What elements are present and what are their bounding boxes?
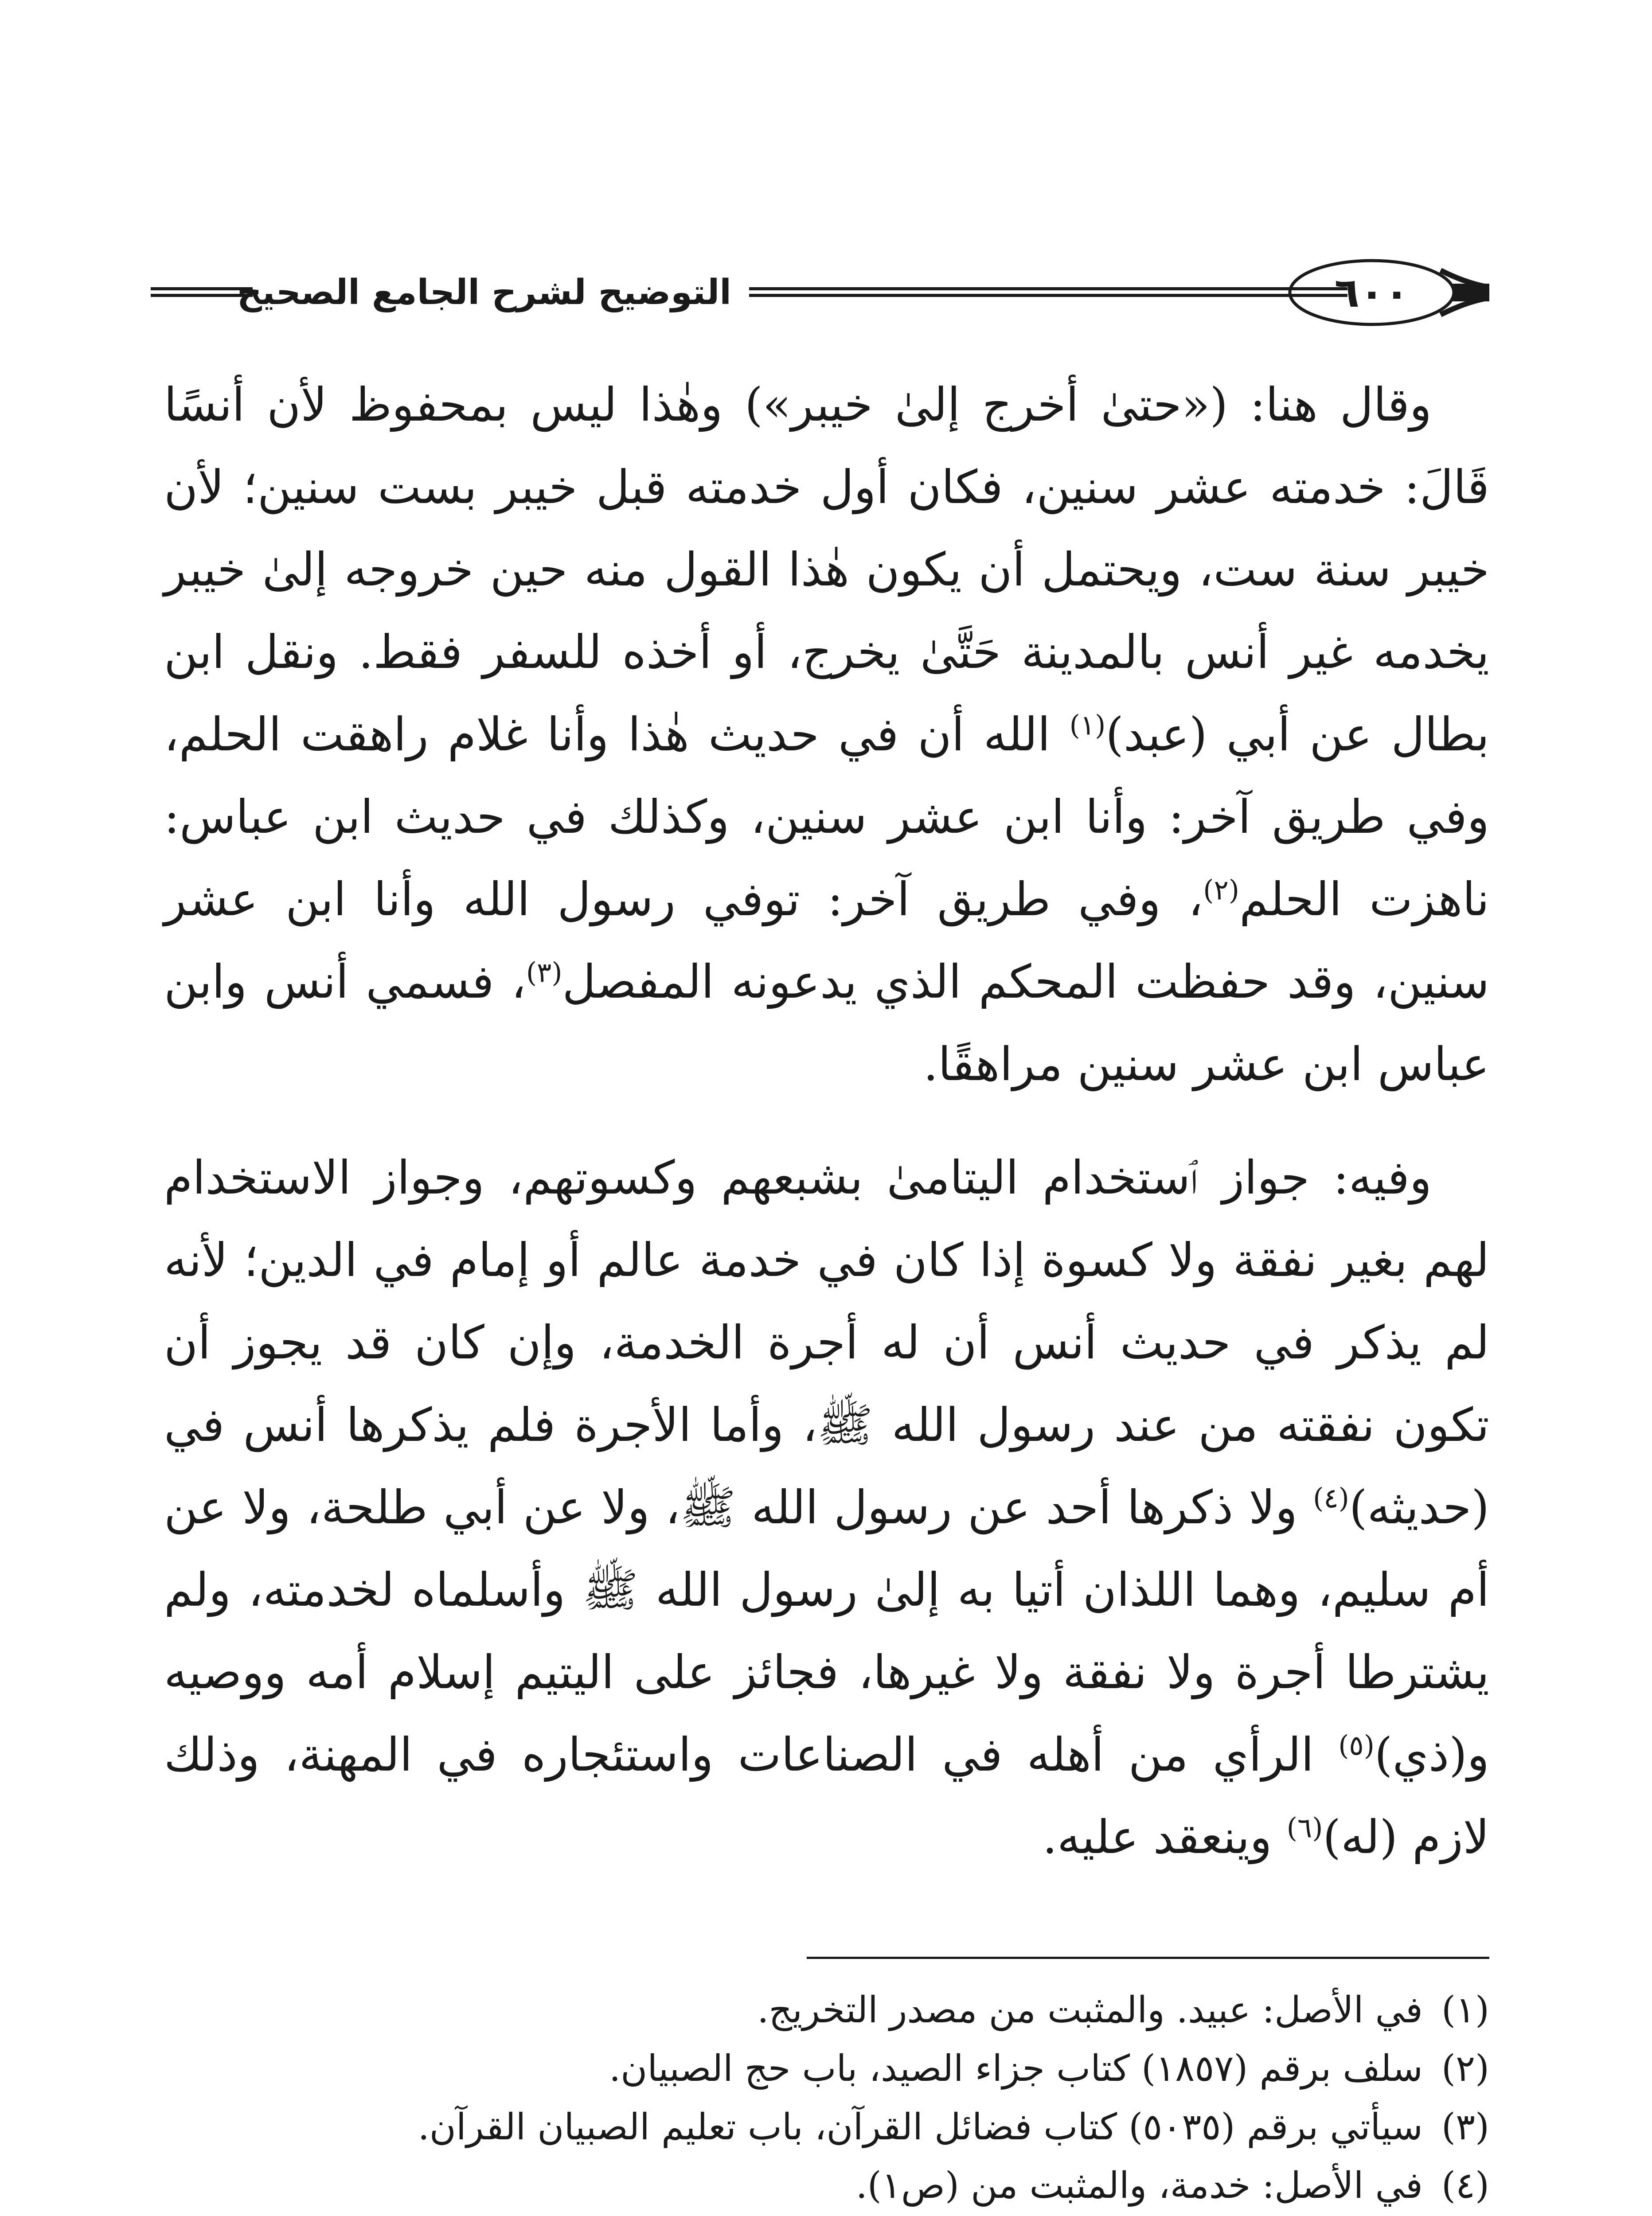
running-title: التوضيح لشرح الجامع الصحيح [237,273,731,312]
paragraph-2-part-3: الرأي من أهله في الصناعات واستئجاره في المهنة، وذلك لازم (له) [164,1728,1489,1864]
footnote-ref-2: (٢) [1203,874,1239,906]
header-rule-right [749,287,1347,297]
footnote-text: سلف برقم (١٨٥٧) كتاب جزاء الصيد، باب حج الصبيان. [609,2048,1423,2090]
paragraph-2 [164,1136,1489,1878]
page-number: ٦٠٠ [1334,269,1410,316]
footnote-1 [164,1981,1489,2040]
paragraph-1 [164,363,1489,1105]
footnote-3 [164,2098,1489,2157]
footnote-text: في الأصل: خدمة، والمثبت من (ص١). [855,2165,1423,2207]
page-header [151,248,1489,337]
footnote-4 [164,2157,1489,2215]
footnote-ref-1: (١) [1069,709,1106,741]
paragraph-1-part-3: ، وفي طريق آخر: توفي رسول الله وأنا ابن عشر سنين، وقد حفظت المحكم الذي يدعونه المفصل [164,872,1489,1009]
footnote-number: (١) [1441,1989,1489,2031]
footnote-ref-4: (٤) [1313,1482,1349,1514]
footnote-2 [164,2040,1489,2098]
footnote-number: (٤) [1441,2165,1489,2207]
header-rule-left [151,287,253,297]
footnote-text: سيأتي برقم (٥٠٣٥) كتاب فضائل القرآن، باب تعليم الصبيان القرآن. [418,2106,1423,2148]
footnote-number: (٣) [1441,2106,1489,2148]
paragraph-2-part-2: ولا ذكرها أحد عن رسول الله ﷺ، ولا عن أبي طلحة، ولا عن أم سليم، وهما اللذان أتيا به إلىٰ رسول الله ﷺ وأسلماه لخدمته، ولم يشترطا أجرة ولا نفقة ولا غيرها، فجائز على اليتيم إسلام أمه ووصيه و(ذي) [164,1480,1489,1782]
paragraph-1-part-1: وقال هنا: («حتىٰ أخرج إلىٰ خيبر») وهٰذا ليس بمحفوظ لأن أنسًا قَالَ: خدمته عشر سنين، فكان أول خدمته قبل خيبر بست سنين؛ لأن خيبر سنة ست، ويحتمل أن يكون هٰذا القول منه حين خروجه إلىٰ خيبر يخدمه غير أنس بالمدينة حَتَّىٰ يخرج، أو أخذه للسفر فقط. ونقل ابن بطال عن أبي (عبد) [164,378,1490,761]
footnote-ref-3: (٣) [526,956,562,989]
footnote-number: (٢) [1441,2048,1489,2090]
footnote-text: في الأصل: عبيد. والمثبت من مصدر التخريج. [757,1989,1423,2031]
footnotes [164,1981,1489,2216]
paragraph-1-part-4: ، فسمي أنس وابن عباس ابن عشر سنين مراهقًا. [164,955,1489,1091]
footnote-separator [807,1957,1489,1959]
paragraph-2-part-4: وينعقد عليه. [1042,1810,1287,1864]
paragraph-1-part-2: الله أن في حديث هٰذا وأنا غلام راهقت الحلم، وفي طريق آخر: وأنا ابن عشر سنين، وكذلك في حديث ابن عباس: ناهزت الحلم [164,707,1489,926]
footnote-ref-6: (٦) [1286,1811,1323,1844]
main-text [164,363,1489,1878]
footnote-ref-5: (٥) [1338,1729,1375,1762]
paragraph-2-part-1: وفيه: جواز ٱستخدام اليتامىٰ بشبعهم وكسوتهم، وجواز الاستخدام لهم بغير نفقة ولا كسوة إذا كان في خدمة عالم أو إمام في الدين؛ لأنه لم يذكر في حديث أنس أن له أجرة الخدمة، وإن كان قد يجوز أن تكون نفقته من عند رسول الله ﷺ، وأما الأجرة فلم يذكرها أنس في (حديثه) [164,1151,1489,1534]
